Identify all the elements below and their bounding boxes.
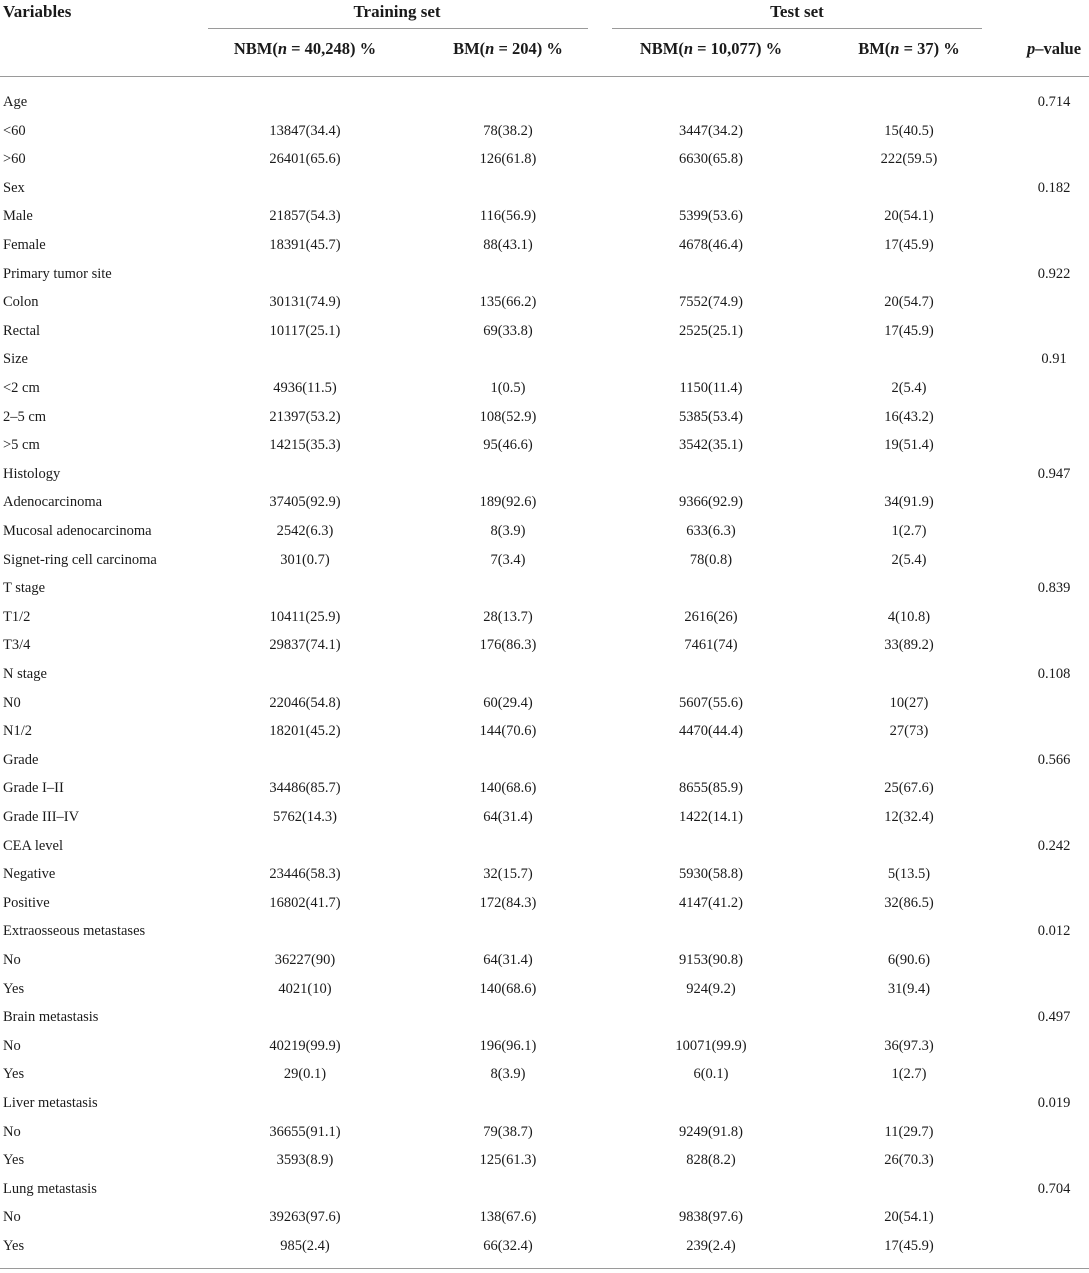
row-value: 5762(14.3) xyxy=(272,809,338,825)
row-value: 21857(54.3) xyxy=(269,208,341,225)
row-value: 1150(11.4) xyxy=(679,380,743,396)
row-value: 108(52.9) xyxy=(479,408,537,425)
row-value: 7552(74.9) xyxy=(678,294,744,311)
row-label: N1/2 xyxy=(3,723,32,740)
row-value: 4470(44.4) xyxy=(678,723,744,740)
row-value: 6(90.6) xyxy=(887,952,931,968)
header-training-set: Training set xyxy=(353,2,441,21)
row-value: 19(51.4) xyxy=(884,437,934,454)
row-label: Rectal xyxy=(3,322,41,339)
row-value: 4021(10) xyxy=(278,980,332,997)
row-value: 30131(74.9) xyxy=(269,294,341,311)
row-value: 140(68.6) xyxy=(479,980,537,997)
row-value: 2525(25.1) xyxy=(678,322,744,339)
header-test-set: Test set xyxy=(770,2,824,21)
row-value: 16(43.2) xyxy=(884,408,934,425)
row-value: 3447(34.2) xyxy=(678,122,744,139)
row-value: 39263(97.6) xyxy=(269,1209,341,1226)
row-label: Age xyxy=(3,94,28,110)
row-label: Positive xyxy=(3,894,50,911)
row-label: Sex xyxy=(3,179,25,196)
row-label: Primary tumor site xyxy=(3,265,112,282)
row-label: Size xyxy=(3,351,28,368)
row-pvalue: 0.497 xyxy=(1037,1009,1071,1026)
row-label: Liver metastasis xyxy=(3,1095,98,1111)
test-set-rule xyxy=(612,28,982,29)
row-value: 20(54.1) xyxy=(884,208,934,225)
row-label: T stage xyxy=(3,580,46,597)
row-value: 8655(85.9) xyxy=(678,780,744,797)
row-label: CEA level xyxy=(3,837,64,854)
row-value: 3593(8.9) xyxy=(276,1152,334,1169)
row-pvalue: 0.108 xyxy=(1037,666,1071,682)
row-value: 66(32.4) xyxy=(483,1238,533,1254)
row-value: 4678(46.4) xyxy=(678,237,744,253)
row-value: 79(38.7) xyxy=(483,1123,533,1140)
row-value: 22046(54.8) xyxy=(269,694,341,711)
row-value: 32(86.5) xyxy=(884,894,934,911)
row-label: Yes xyxy=(3,1152,25,1169)
row-value: 301(0.7) xyxy=(280,551,330,568)
row-value: 196(96.1) xyxy=(479,1037,537,1054)
row-value: 222(59.5) xyxy=(880,151,938,168)
row-value: 20(54.7) xyxy=(884,294,934,311)
header-pvalue: p–value xyxy=(1026,39,1082,58)
row-value: 4936(11.5) xyxy=(273,380,337,396)
row-value: 6(0.1) xyxy=(693,1066,729,1083)
row-label: No xyxy=(3,1123,21,1140)
row-value: 78(0.8) xyxy=(689,551,733,568)
row-pvalue: 0.922 xyxy=(1037,265,1071,282)
row-pvalue: 0.704 xyxy=(1037,1180,1071,1197)
row-value: 32(15.7) xyxy=(483,866,533,883)
row-value: 1422(14.1) xyxy=(678,809,744,825)
row-value: 95(46.6) xyxy=(483,437,533,454)
row-value: 27(73) xyxy=(889,723,929,740)
row-value: 4(10.8) xyxy=(887,608,931,625)
row-value: 26401(65.6) xyxy=(269,151,341,168)
header-col-test-nbm: NBM(n = 10,077) % xyxy=(639,39,783,58)
row-value: 10071(99.9) xyxy=(675,1037,747,1054)
row-value: 29837(74.1) xyxy=(269,637,341,654)
row-value: 3542(35.1) xyxy=(678,437,744,454)
training-set-rule xyxy=(208,28,588,29)
row-label: Lung metastasis xyxy=(3,1180,97,1197)
row-label: Grade III–IV xyxy=(3,809,80,825)
row-label: >60 xyxy=(3,151,26,168)
row-value: 13847(34.4) xyxy=(269,122,341,139)
row-pvalue: 0.947 xyxy=(1037,465,1071,482)
row-value: 5930(58.8) xyxy=(678,866,744,883)
row-label: >5 cm xyxy=(3,437,40,454)
row-value: 21397(53.2) xyxy=(269,408,341,425)
row-value: 5385(53.4) xyxy=(678,408,744,425)
row-label: No xyxy=(3,1209,21,1226)
row-value: 924(9.2) xyxy=(686,980,736,997)
row-label: Yes xyxy=(3,1066,25,1083)
row-value: 88(43.1) xyxy=(483,237,533,253)
row-value: 20(54.1) xyxy=(884,1209,934,1226)
row-value: 1(2.7) xyxy=(891,1066,927,1083)
row-value: 10117(25.1) xyxy=(269,322,341,339)
row-value: 34486(85.7) xyxy=(269,780,341,797)
row-value: 10(27) xyxy=(889,694,929,711)
row-value: 125(61.3) xyxy=(479,1152,537,1169)
row-label: Male xyxy=(3,208,33,225)
row-value: 64(31.4) xyxy=(483,809,533,825)
row-value: 33(89.2) xyxy=(884,637,934,654)
row-value: 144(70.6) xyxy=(479,723,537,740)
row-value: 5(13.5) xyxy=(887,866,931,883)
row-value: 172(84.3) xyxy=(479,894,537,911)
row-value: 17(45.9) xyxy=(884,237,934,253)
row-value: 37405(92.9) xyxy=(269,494,341,511)
row-value: 239(2.4) xyxy=(686,1238,736,1254)
row-value: 9838(97.6) xyxy=(678,1209,744,1226)
row-value: 189(92.6) xyxy=(479,494,537,511)
row-pvalue: 0.182 xyxy=(1037,179,1071,196)
row-value: 4147(41.2) xyxy=(678,894,744,911)
row-value: 116(56.9) xyxy=(479,208,537,225)
row-value: 135(66.2) xyxy=(479,294,537,311)
row-value: 26(70.3) xyxy=(884,1152,934,1169)
row-value: 1(2.7) xyxy=(891,523,927,539)
row-value: 29(0.1) xyxy=(283,1066,327,1083)
row-value: 828(8.2) xyxy=(686,1152,736,1169)
row-value: 2542(6.3) xyxy=(276,523,334,539)
row-label: Extraosseous metastases xyxy=(3,923,146,940)
table-bottom-rule xyxy=(0,1268,1089,1269)
row-value: 9153(90.8) xyxy=(678,952,744,968)
row-value: 78(38.2) xyxy=(483,122,533,139)
row-label: Histology xyxy=(3,465,61,482)
row-value: 11(29.7) xyxy=(884,1123,934,1140)
row-label: Female xyxy=(3,237,46,253)
row-pvalue: 0.839 xyxy=(1037,580,1071,597)
row-value: 985(2.4) xyxy=(280,1238,330,1254)
row-value: 17(45.9) xyxy=(884,322,934,339)
row-label: Yes xyxy=(3,1238,25,1254)
row-value: 7(3.4) xyxy=(490,551,526,568)
row-pvalue: 0.242 xyxy=(1037,837,1071,854)
row-label: <2 cm xyxy=(3,380,40,396)
row-value: 2(5.4) xyxy=(891,380,927,396)
row-label: Colon xyxy=(3,294,39,311)
header-col-test-bm: BM(n = 37) % xyxy=(858,39,960,58)
row-label: 2–5 cm xyxy=(3,408,47,425)
row-value: 176(86.3) xyxy=(479,637,537,654)
row-label: Signet-ring cell carcinoma xyxy=(3,551,157,568)
row-value: 15(40.5) xyxy=(884,122,934,139)
row-label: No xyxy=(3,952,21,968)
row-label: Grade I–II xyxy=(3,780,64,797)
row-label: Brain metastasis xyxy=(3,1009,99,1026)
row-label: Adenocarcinoma xyxy=(3,494,103,511)
row-value: 36227(90) xyxy=(274,952,336,968)
row-label: Negative xyxy=(3,866,56,883)
row-value: 8(3.9) xyxy=(490,1066,526,1083)
row-value: 140(68.6) xyxy=(479,780,537,797)
header-col-train-bm: BM(n = 204) % xyxy=(453,39,563,58)
row-value: 18391(45.7) xyxy=(269,237,341,253)
row-value: 16802(41.7) xyxy=(269,894,341,911)
row-label: Grade xyxy=(3,751,39,768)
row-value: 69(33.8) xyxy=(483,322,533,339)
row-value: 8(3.9) xyxy=(490,523,526,539)
row-value: 23446(58.3) xyxy=(269,866,341,883)
row-value: 9249(91.8) xyxy=(678,1123,744,1140)
row-pvalue: 0.019 xyxy=(1037,1095,1071,1111)
row-value: 633(6.3) xyxy=(686,523,736,539)
row-value: 5607(55.6) xyxy=(678,694,744,711)
row-label: Mucosal adenocarcinoma xyxy=(3,523,152,539)
row-pvalue: 0.566 xyxy=(1037,751,1071,768)
row-value: 9366(92.9) xyxy=(678,494,744,511)
row-value: 60(29.4) xyxy=(483,694,533,711)
row-value: 126(61.8) xyxy=(479,151,537,168)
row-label: N0 xyxy=(3,694,21,711)
row-value: 10411(25.9) xyxy=(269,608,341,625)
row-value: 40219(99.9) xyxy=(269,1037,341,1054)
row-pvalue: 0.012 xyxy=(1037,923,1071,940)
row-value: 17(45.9) xyxy=(884,1238,934,1254)
row-value: 34(91.9) xyxy=(884,494,934,511)
header-col-train-nbm: NBM(n = 40,248) % xyxy=(233,39,377,58)
row-label: T3/4 xyxy=(3,637,31,654)
row-value: 25(67.6) xyxy=(884,780,934,797)
row-value: 2616(26) xyxy=(684,608,738,625)
row-value: 36655(91.1) xyxy=(269,1123,341,1140)
header-bottom-rule xyxy=(0,76,1089,77)
row-pvalue: 0.714 xyxy=(1037,94,1071,110)
header-variables: Variables xyxy=(3,2,72,21)
row-value: 2(5.4) xyxy=(891,551,927,568)
row-value: 12(32.4) xyxy=(884,809,934,825)
row-value: 36(97.3) xyxy=(884,1037,934,1054)
row-value: 31(9.4) xyxy=(887,980,931,997)
row-pvalue: 0.91 xyxy=(1041,351,1067,368)
row-value: 28(13.7) xyxy=(483,608,533,625)
row-value: 1(0.5) xyxy=(490,380,526,396)
row-label: N stage xyxy=(3,666,47,682)
row-label: Yes xyxy=(3,980,25,997)
row-value: 138(67.6) xyxy=(479,1209,537,1226)
row-value: 18201(45.2) xyxy=(269,723,341,740)
row-label: T1/2 xyxy=(3,608,31,625)
row-label: <60 xyxy=(3,122,26,139)
row-value: 7461(74) xyxy=(684,637,738,654)
row-value: 6630(65.8) xyxy=(678,151,744,168)
row-value: 64(31.4) xyxy=(483,952,533,968)
row-label: No xyxy=(3,1037,21,1054)
row-value: 5399(53.6) xyxy=(678,208,744,225)
row-value: 14215(35.3) xyxy=(269,437,341,454)
